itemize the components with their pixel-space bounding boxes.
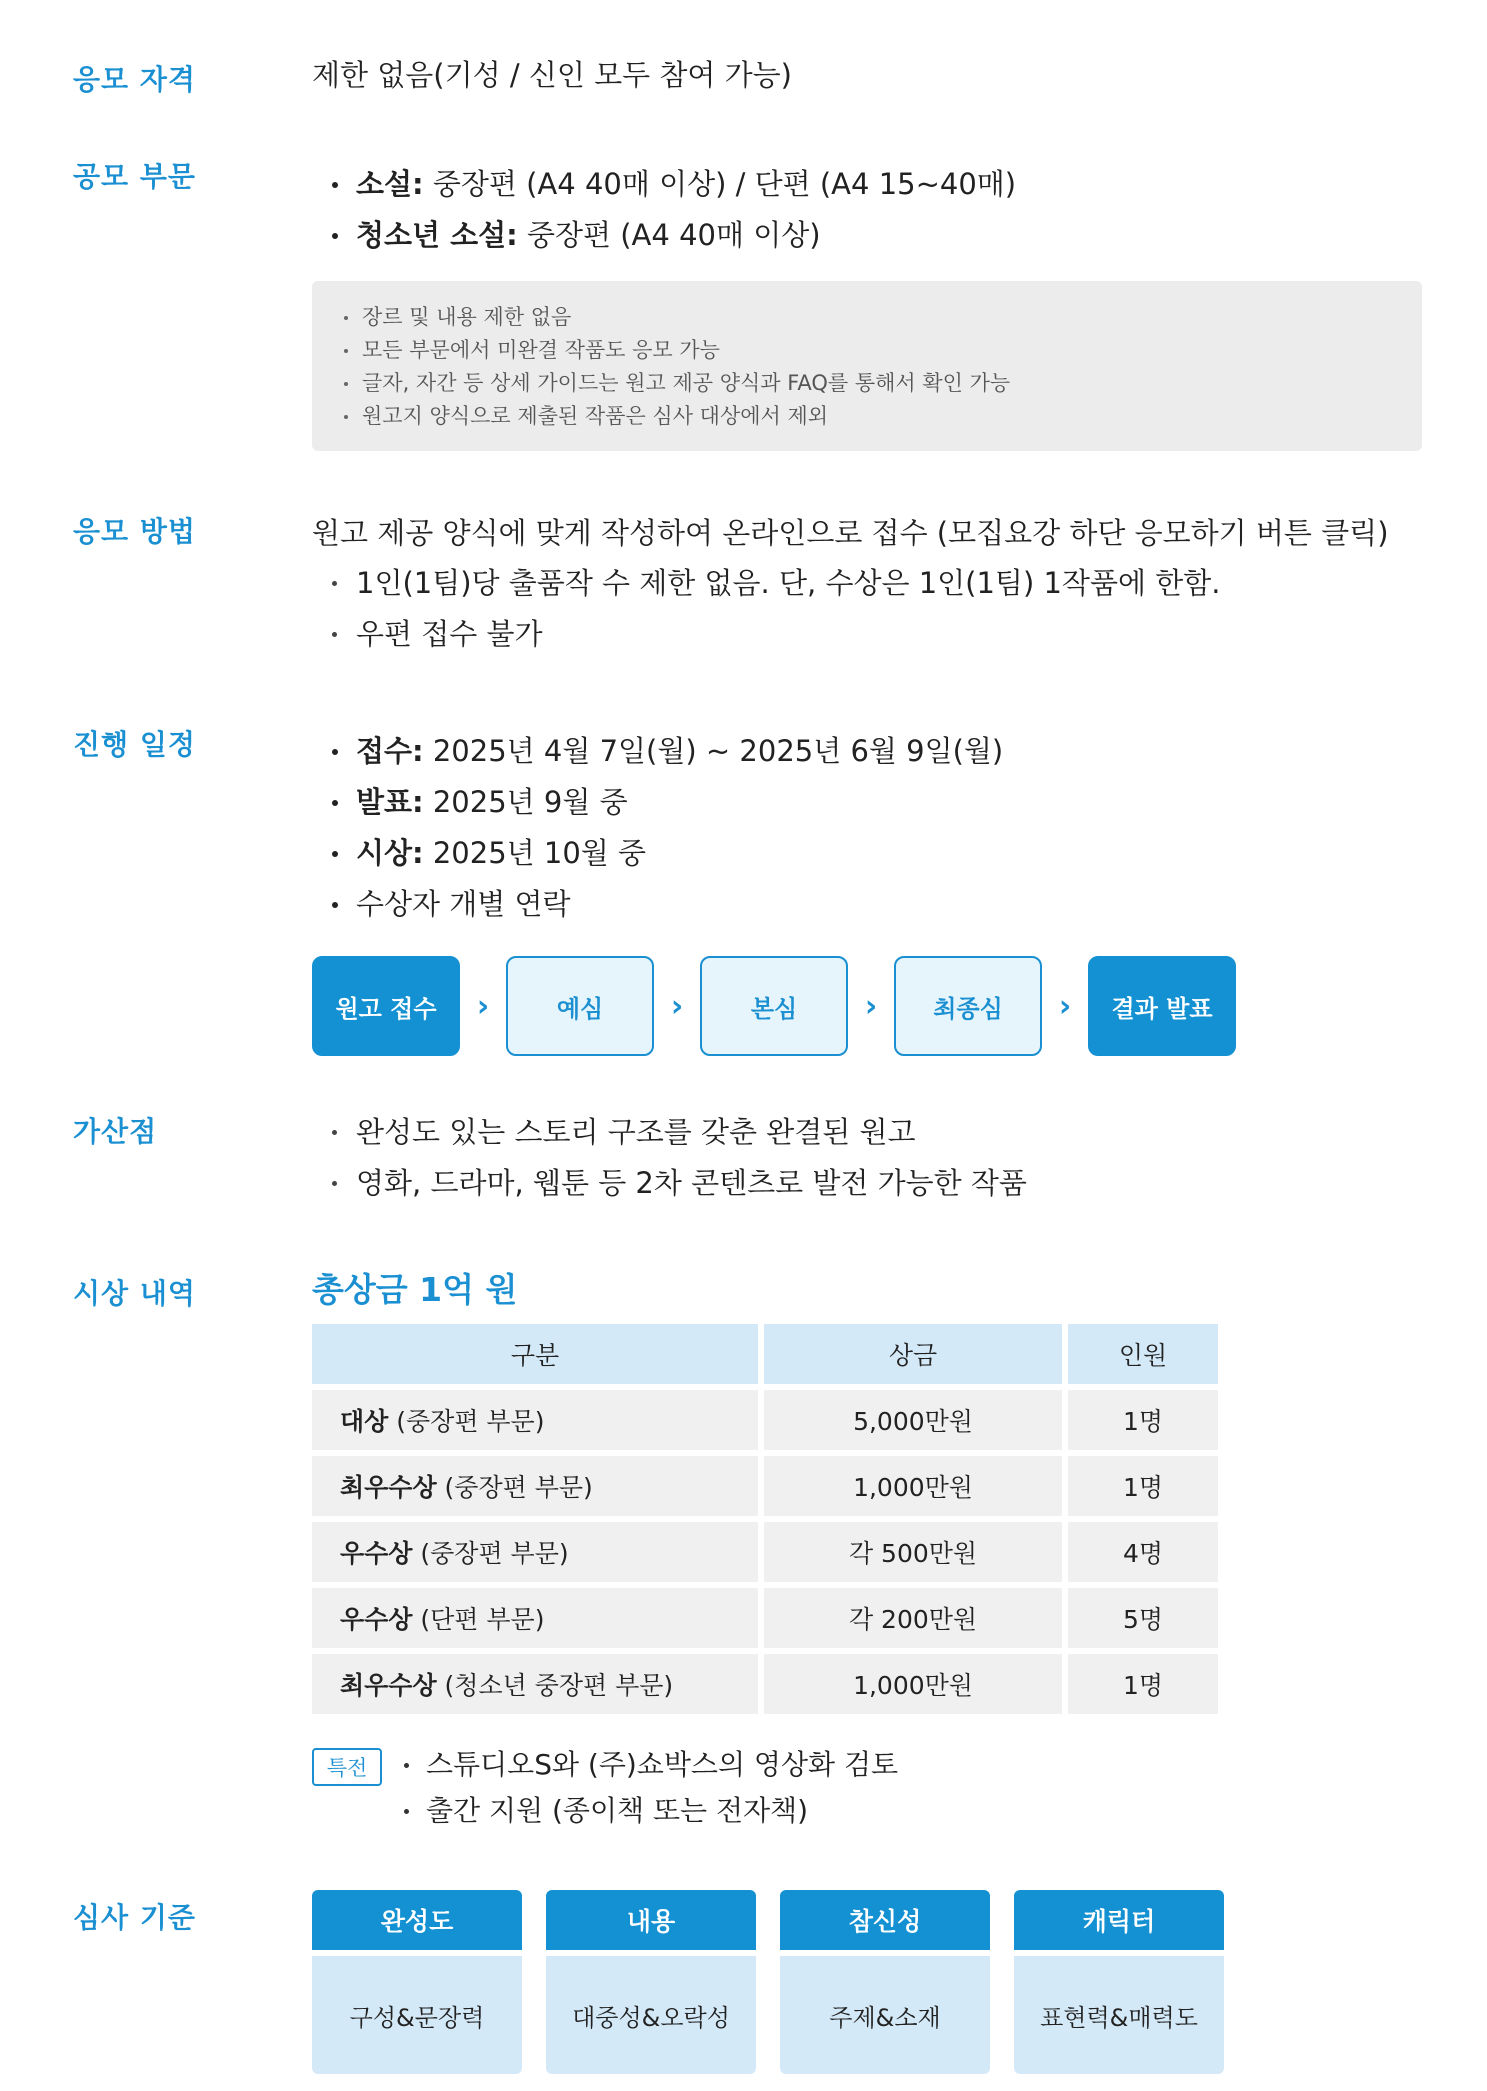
schedule-item: 발표: 2025년 9월 중 [312,777,1422,828]
method-item: 우편 접수 불가 [312,609,1422,660]
note-item: 원고지 양식으로 제출된 작품은 심사 대상에서 제외 [342,400,1392,433]
criteria-label: 심사 기준 [73,1901,196,1934]
category-item: 소설: 중장편 (A4 40매 이상) / 단편 (A4 15~40매) [312,159,1422,210]
table-row: 대상 (중장편 부문) 5,000만원 1명 [312,1390,1218,1450]
prize-table [306,1318,1224,1720]
step-final-review: 최종심 [894,956,1042,1056]
criterion-card: 내용 대중성&오락성 [546,1890,756,2074]
schedule-label: 진행 일정 [73,728,196,761]
category-notes-box [312,281,1422,451]
note-item: 글자, 자간 등 상세 가이드는 원고 제공 양식과 FAQ를 통해서 확인 가능 [342,367,1392,400]
chevron-right-icon: › [670,988,684,1024]
table-header-row [312,1324,1218,1384]
schedule-item: 수상자 개별 연락 [312,879,1422,930]
chevron-right-icon: › [864,988,878,1024]
table-row: 우수상 (중장편 부문) 각 500만원 4명 [312,1522,1218,1582]
bonus-item: 완성도 있는 스토리 구조를 갖춘 완결된 원고 [312,1107,1422,1158]
chevron-right-icon: › [1058,988,1072,1024]
header-amount: 상금 [764,1324,1062,1384]
note-item: 모든 부문에서 미완결 작품도 응모 가능 [342,334,1392,367]
step-submission: 원고 접수 [312,956,460,1056]
table-row: 우수상 (단편 부문) 각 200만원 5명 [312,1588,1218,1648]
eligibility-text: 제한 없음(기성 / 신인 모두 참여 가능) [312,58,792,92]
eligibility-label: 응모 자격 [73,63,196,96]
total-prize-title: 총상금 1억 원 [312,1270,518,1309]
schedule-item: 시상: 2025년 10월 중 [312,828,1422,879]
method-label: 응모 방법 [73,515,196,548]
bonus-item: 영화, 드라마, 웹툰 등 2차 콘텐츠로 발전 가능한 작품 [312,1158,1422,1209]
criterion-card: 캐릭터 표현력&매력도 [1014,1890,1224,2074]
step-preliminary: 예심 [506,956,654,1056]
bonus-label: 가산점 [73,1115,158,1148]
header-count: 인원 [1068,1324,1218,1384]
awards-label: 시상 내역 [73,1277,196,1310]
categories-label: 공모 부문 [73,160,196,193]
table-row: 최우수상 (중장편 부문) 1,000만원 1명 [312,1456,1218,1516]
special-badge: 특전 [312,1748,382,1786]
criterion-card: 완성도 구성&문장력 [312,1890,522,2074]
special-benefits [312,1748,1422,1848]
table-row: 최우수상 (청소년 중장편 부문) 1,000만원 1명 [312,1654,1218,1714]
note-item: 장르 및 내용 제한 없음 [342,301,1392,334]
category-item: 청소년 소설: 중장편 (A4 40매 이상) [312,210,1422,261]
step-announcement: 결과 발표 [1088,956,1236,1056]
special-item: 스튜디오S와 (주)쇼박스의 영상화 검토 [398,1742,898,1788]
process-flow [312,956,1422,1056]
header-category: 구분 [312,1324,758,1384]
criterion-card: 참신성 주제&소재 [780,1890,990,2074]
chevron-right-icon: › [476,988,490,1024]
schedule-item: 접수: 2025년 4월 7일(월) ~ 2025년 6월 9일(월) [312,726,1422,777]
special-item: 출간 지원 (종이책 또는 전자책) [398,1788,898,1834]
step-main-review: 본심 [700,956,848,1056]
method-item: 1인(1팀)당 출품작 수 제한 없음. 단, 수상은 1인(1팀) 1작품에 한함. [312,558,1422,609]
method-text: 원고 제공 양식에 맞게 작성하여 온라인으로 접수 (모집요강 하단 응모하기 버튼 클릭) [312,516,1389,550]
